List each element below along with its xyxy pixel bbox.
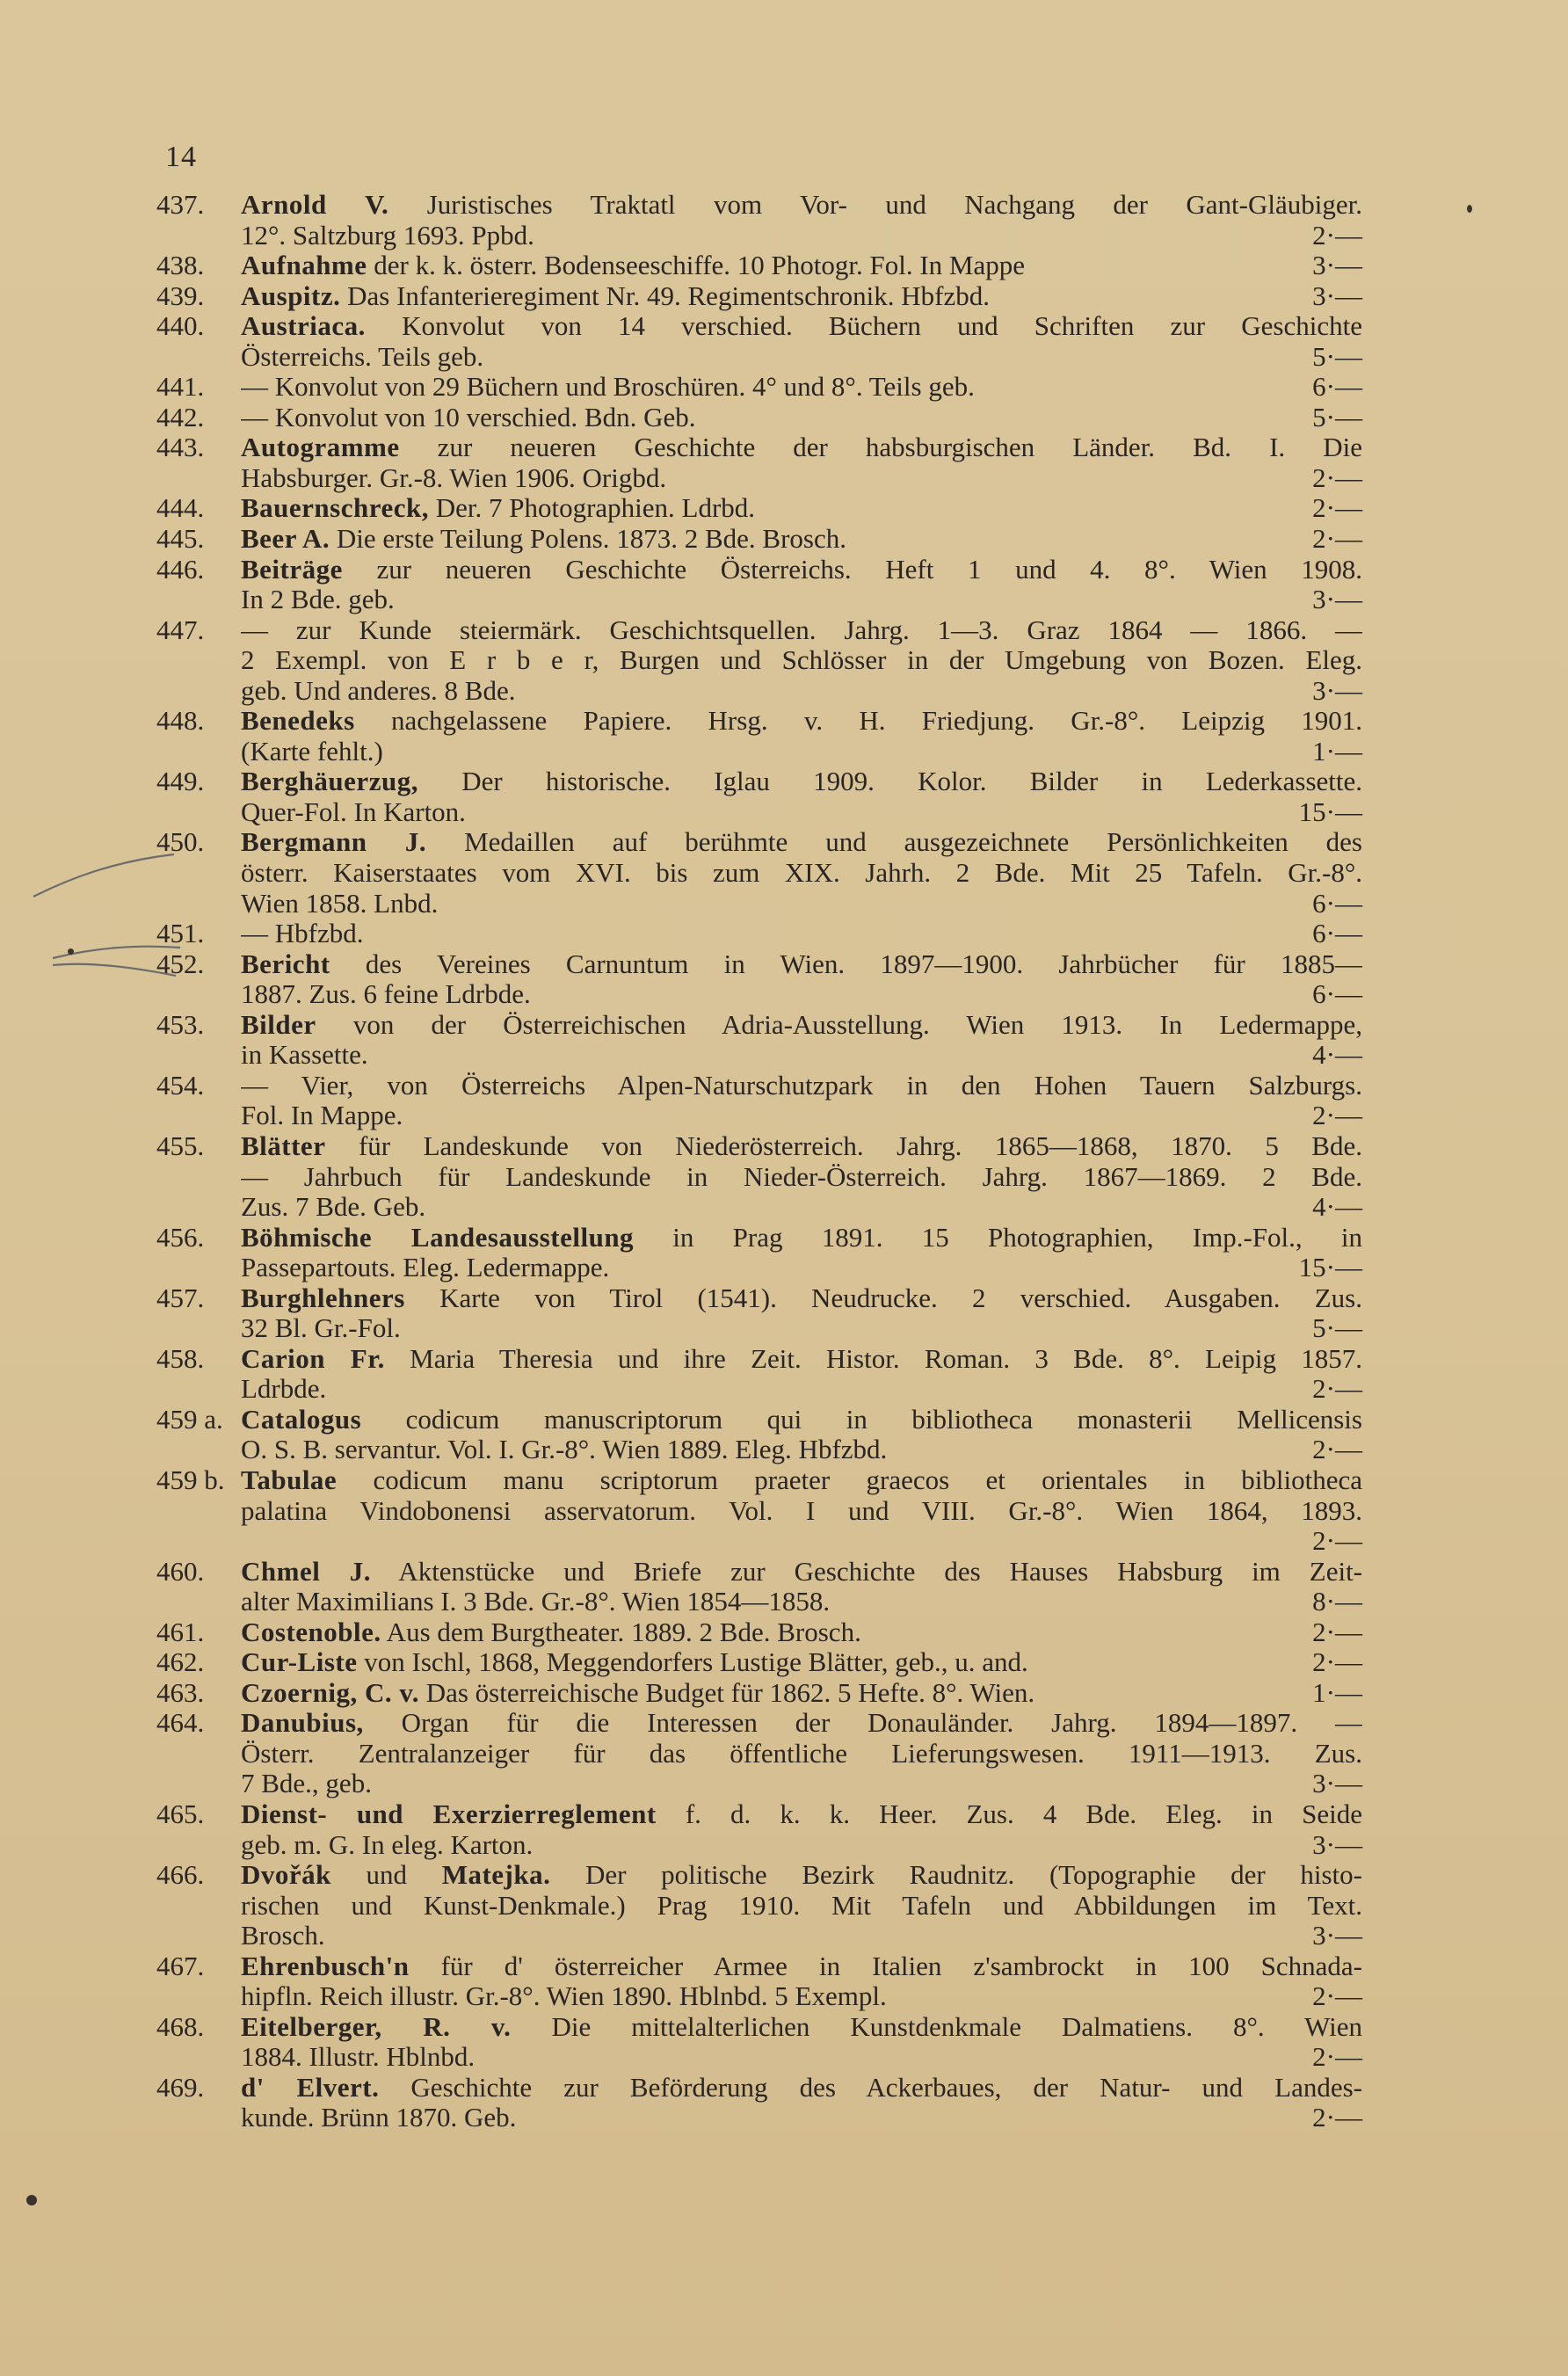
entry-number: 453. bbox=[156, 1008, 205, 1040]
entry-keyword: Böhmische Landesausstellung bbox=[241, 1222, 635, 1253]
entry-text: Auspitz. Das Infanterieregiment Nr. 49. Regimentschronik. Hbfzbd. bbox=[241, 280, 991, 311]
entry-text: Dienst- und Exerzierreglement f. d. k. k. Heer. Zus. 4 Bde. Eleg. in Seide bbox=[241, 1798, 1362, 1829]
entry-keyword: Burghlehners bbox=[241, 1282, 405, 1313]
catalog-entry bbox=[156, 767, 1362, 827]
entry-line bbox=[156, 1708, 1362, 1739]
entry-text: Passepartouts. Eleg. Ledermappe. bbox=[241, 1253, 610, 1283]
entry-line bbox=[156, 919, 1362, 949]
catalog-entry bbox=[156, 949, 1362, 1010]
entry-line bbox=[156, 1526, 1362, 1557]
entry-number: 459 b. bbox=[156, 1464, 225, 1495]
entry-price: 3·— bbox=[1312, 250, 1362, 281]
entry-line bbox=[156, 1131, 1362, 1162]
entry-number: 460. bbox=[156, 1555, 205, 1587]
catalog-entry bbox=[156, 190, 1362, 251]
entry-text: O. S. B. servantur. Vol. I. Gr.-8°. Wien 1889. Eleg. Hbfzbd. bbox=[241, 1435, 888, 1465]
entry-line bbox=[156, 858, 1362, 889]
entry-keyword: Dvořák bbox=[241, 1860, 331, 1891]
entry-line bbox=[156, 2012, 1362, 2043]
ink-dot bbox=[26, 2195, 37, 2205]
entry-price: 1·— bbox=[1312, 735, 1362, 767]
entry-price: 3·— bbox=[1312, 1768, 1362, 1799]
entry-line bbox=[156, 251, 1362, 281]
entry-text: Wien 1858. Lnbd. bbox=[241, 888, 439, 919]
entry-number: 452. bbox=[156, 948, 205, 979]
entry-text: Berghäuerzug, Der historische. Iglau 1909. Kolor. Bilder in Lederkassette. bbox=[241, 767, 1362, 797]
entry-keyword: Berghäuerzug, bbox=[241, 767, 418, 797]
entry-price: 2·— bbox=[1312, 523, 1362, 555]
entry-price: 2·— bbox=[1312, 492, 1362, 524]
entry-price: 5·— bbox=[1312, 340, 1362, 372]
entry-keyword: Aufnahme bbox=[241, 251, 367, 281]
entry-line bbox=[156, 1101, 1362, 1131]
catalog-entry bbox=[156, 919, 1362, 949]
entry-price: 2·— bbox=[1312, 2041, 1362, 2073]
entry-keyword: Carion Fr. bbox=[241, 1343, 385, 1374]
entry-keyword: Danubius, bbox=[241, 1708, 364, 1739]
entry-text: d' Elvert. Geschichte zur Beförderung des Ackerbaues, der Natur- und Landes- bbox=[241, 2072, 1362, 2103]
entry-keyword: Austriaca. bbox=[241, 311, 366, 342]
entry-line bbox=[156, 1617, 1362, 1648]
entry-text: palatina Vindobonensi asservatorum. Vol. I und VIII. Gr.-8°. Wien 1864, 1893. bbox=[241, 1495, 1362, 1526]
entry-text: 7 Bde., geb. bbox=[241, 1769, 372, 1799]
entry-text: Bauernschreck, Der. 7 Photographien. Ldrbd. bbox=[241, 493, 756, 524]
entry-price: 15·— bbox=[1298, 796, 1362, 827]
entry-line bbox=[156, 463, 1362, 494]
entry-number: 455. bbox=[156, 1130, 205, 1161]
entry-text: — Konvolut von 10 verschied. Bdn. Geb. bbox=[241, 402, 696, 432]
entry-line bbox=[156, 432, 1362, 463]
catalog-entry bbox=[156, 1223, 1362, 1283]
entry-line bbox=[156, 1951, 1362, 1982]
entry-text: Quer-Fol. In Karton. bbox=[241, 796, 466, 827]
entry-line bbox=[156, 1830, 1362, 1861]
catalog-entry bbox=[156, 1647, 1362, 1678]
entry-number: 446. bbox=[156, 553, 205, 585]
entry-line bbox=[156, 555, 1362, 585]
entry-line bbox=[156, 2103, 1362, 2133]
entry-line bbox=[156, 1435, 1362, 1465]
entry-price: 3·— bbox=[1312, 584, 1362, 615]
entry-line bbox=[156, 311, 1362, 342]
entry-text: Burghlehners Karte von Tirol (1541). Neudrucke. 2 verschied. Ausgaben. Zus. bbox=[241, 1282, 1362, 1313]
entry-price: 6·— bbox=[1312, 918, 1362, 949]
catalog-entry bbox=[156, 1010, 1362, 1071]
entry-text: in Kassette. bbox=[241, 1040, 368, 1071]
entry-keyword: Autogramme bbox=[241, 432, 400, 463]
entry-price: 5·— bbox=[1312, 1312, 1362, 1344]
entry-text: Beer A. Die erste Teilung Polens. 1873. 2 Bde. Brosch. bbox=[241, 524, 846, 555]
entry-number: 466. bbox=[156, 1859, 205, 1891]
catalog-entry bbox=[156, 524, 1362, 555]
entry-text: alter Maximilians I. 3 Bde. Gr.-8°. Wien 1854—1858. bbox=[241, 1587, 831, 1617]
entry-number: 439. bbox=[156, 280, 205, 311]
catalog-entry bbox=[156, 827, 1362, 919]
entry-text: hipfln. Reich illustr. Gr.-8°. Wien 1890. Hblnbd. 5 Exempl. bbox=[241, 1981, 887, 2012]
entry-line bbox=[156, 1647, 1362, 1678]
entry-number: 443. bbox=[156, 432, 205, 463]
entry-price: 2·— bbox=[1312, 1646, 1362, 1678]
entry-line bbox=[156, 1010, 1362, 1041]
entry-text: Costenoble. Aus dem Burgtheater. 1889. 2 Bde. Brosch. bbox=[241, 1617, 861, 1647]
catalog-entry bbox=[156, 1678, 1362, 1709]
entry-keyword: Benedeks bbox=[241, 706, 355, 737]
entry-text: Bilder von der Österreichischen Adria-Ausstellung. Wien 1913. In Ledermappe, bbox=[241, 1009, 1362, 1040]
entry-number: 457. bbox=[156, 1282, 205, 1313]
entry-line bbox=[156, 949, 1362, 980]
entry-line bbox=[156, 1860, 1362, 1891]
entry-price: 2·— bbox=[1312, 461, 1362, 493]
entry-price: 15·— bbox=[1298, 1252, 1362, 1283]
entry-text: 2 Exempl. von E r b e r, Burgen und Schlösser in der Umgebung von Bozen. Eleg. bbox=[241, 645, 1362, 676]
entry-text: Danubius, Organ für die Interessen der Donauländer. Jahrg. 1894—1897. — bbox=[241, 1708, 1362, 1739]
entry-text: Austriaca. Konvolut von 14 verschied. Büchern und Schriften zur Geschichte bbox=[241, 311, 1362, 342]
catalog-entry bbox=[156, 1131, 1362, 1223]
entry-keyword: Catalogus bbox=[241, 1404, 362, 1435]
entry-line bbox=[156, 1192, 1362, 1223]
entry-text: Fol. In Mappe. bbox=[241, 1101, 403, 1131]
entry-line bbox=[156, 1344, 1362, 1375]
entry-keyword: Auspitz. bbox=[241, 280, 341, 311]
entry-price: 2·— bbox=[1312, 1616, 1362, 1647]
entry-line bbox=[156, 1465, 1362, 1496]
entry-line bbox=[156, 1921, 1362, 1951]
entry-text: Catalogus codicum manuscriptorum qui in bibliotheca monasterii Mellicensis bbox=[241, 1404, 1362, 1435]
entry-line bbox=[156, 1283, 1362, 1314]
entry-number: 456. bbox=[156, 1221, 205, 1253]
entry-text: Cur-Liste von Ischl, 1868, Meggendorfers Lustige Blätter, geb., u. and. bbox=[241, 1647, 1028, 1678]
entry-line bbox=[156, 190, 1362, 221]
entry-text: Benedeks nachgelassene Papiere. Hrsg. v. H. Friedjung. Gr.-8°. Leipzig 1901. bbox=[241, 706, 1362, 737]
entry-line bbox=[156, 1678, 1362, 1709]
catalog-entry bbox=[156, 1344, 1362, 1405]
entry-text: 32 Bl. Gr.-Fol. bbox=[241, 1313, 401, 1344]
catalog-entry bbox=[156, 281, 1362, 312]
entry-number: 461. bbox=[156, 1616, 205, 1647]
entry-price: 3·— bbox=[1312, 1828, 1362, 1860]
entry-number: 440. bbox=[156, 310, 205, 342]
entry-line bbox=[156, 1739, 1362, 1769]
catalog-entry bbox=[156, 2012, 1362, 2073]
entry-text: 1887. Zus. 6 feine Ldrbde. bbox=[241, 979, 531, 1010]
entry-number: 438. bbox=[156, 250, 205, 281]
entry-price: 2·— bbox=[1312, 1434, 1362, 1465]
entry-keyword: Bericht bbox=[241, 948, 330, 979]
entry-price: 2·— bbox=[1312, 219, 1362, 251]
entry-number: 449. bbox=[156, 766, 205, 797]
entry-price: 4·— bbox=[1312, 1039, 1362, 1071]
entry-text: Beiträge zur neueren Geschichte Österreichs. Heft 1 und 4. 8°. Wien 1908. bbox=[241, 554, 1362, 585]
entry-text: 1884. Illustr. Hblnbd. bbox=[241, 2042, 475, 2073]
entry-text: geb. m. G. In eleg. Karton. bbox=[241, 1829, 534, 1860]
catalog-entry bbox=[156, 251, 1362, 281]
entry-price: 3·— bbox=[1312, 1920, 1362, 1951]
entry-text: Carion Fr. Maria Theresia und ihre Zeit. Histor. Roman. 3 Bde. 8°. Leipig 1857. bbox=[241, 1343, 1362, 1374]
entry-keyword: Eitelberger, R. v. bbox=[241, 2011, 512, 2042]
entry-number: 454. bbox=[156, 1069, 205, 1101]
entry-line bbox=[156, 1313, 1362, 1344]
entry-text: Ehrenbusch'n für d' österreicher Armee in Italien z'sambrockt in 100 Schnada- bbox=[241, 1951, 1362, 1981]
entry-keyword: d' Elvert. bbox=[241, 2072, 380, 2103]
entry-number: 468. bbox=[156, 2010, 205, 2042]
entry-keyword: Arnold V. bbox=[241, 190, 389, 220]
entry-line bbox=[156, 1496, 1362, 1527]
entry-line bbox=[156, 1405, 1362, 1435]
entry-text: — Hbfzbd. bbox=[241, 919, 364, 949]
entry-number: 441. bbox=[156, 371, 205, 403]
entry-price: 1·— bbox=[1312, 1676, 1362, 1708]
entry-line bbox=[156, 1223, 1362, 1253]
entry-line bbox=[156, 1071, 1362, 1101]
entry-line bbox=[156, 645, 1362, 676]
catalog-entry bbox=[156, 1283, 1362, 1344]
entry-line bbox=[156, 979, 1362, 1010]
ink-dot bbox=[1467, 205, 1472, 213]
entry-number: 459 a. bbox=[156, 1403, 223, 1435]
entry-keyword: Cur-Liste bbox=[241, 1647, 358, 1678]
entry-number: 437. bbox=[156, 189, 205, 220]
entry-text: — zur Kunde steiermärk. Geschichtsquellen. Jahrg. 1—3. Graz 1864 — 1866. — bbox=[241, 614, 1362, 645]
entry-line bbox=[156, 1769, 1362, 1799]
entry-price: 8·— bbox=[1312, 1586, 1362, 1617]
entry-text: Böhmische Landesausstellung in Prag 1891. 15 Photographien, Imp.-Fol., in bbox=[241, 1222, 1362, 1253]
entry-text: Tabulae codicum manu scriptorum praeter graecos et orientales in bibliotheca bbox=[241, 1464, 1362, 1495]
entry-number: 444. bbox=[156, 492, 205, 524]
entry-text: rischen und Kunst-Denkmale.) Prag 1910. Mit Tafeln und Abbildungen im Text. bbox=[241, 1890, 1362, 1921]
entry-number: 445. bbox=[156, 523, 205, 555]
catalog-entry bbox=[156, 706, 1362, 767]
catalog-entry bbox=[156, 615, 1362, 707]
entry-line bbox=[156, 767, 1362, 797]
catalog-entry bbox=[156, 311, 1362, 372]
entry-line bbox=[156, 2042, 1362, 2073]
catalog-entry bbox=[156, 1465, 1362, 1557]
entry-keyword: Bauernschreck, bbox=[241, 493, 429, 524]
entry-keyword: Beiträge bbox=[241, 554, 343, 585]
entry-line bbox=[156, 281, 1362, 312]
entry-line bbox=[156, 889, 1362, 919]
entry-price: 6·— bbox=[1312, 887, 1362, 919]
entry-number: 464. bbox=[156, 1707, 205, 1739]
entry-text: — Vier, von Österreichs Alpen-Naturschutzpark in den Hohen Tauern Salzburgs. bbox=[241, 1070, 1362, 1101]
entry-text: Österr. Zentralanzeiger für das öffentliche Lieferungswesen. 1911—1913. Zus. bbox=[241, 1738, 1362, 1769]
entry-text: Bericht des Vereines Carnuntum in Wien. 1897—1900. Jahrbücher für 1885— bbox=[241, 948, 1362, 979]
entry-number: 451. bbox=[156, 918, 205, 949]
ink-dot bbox=[68, 948, 74, 955]
entry-keyword: Beer A. bbox=[241, 524, 330, 555]
entry-text: Aufnahme der k. k. österr. Bodenseeschiffe. 10 Photogr. Fol. In Mappe bbox=[241, 251, 1025, 281]
entry-line bbox=[156, 737, 1362, 767]
entry-line bbox=[156, 706, 1362, 737]
entry-keyword: Dienst- und Exerzierreglement bbox=[241, 1798, 657, 1829]
entry-price: 3·— bbox=[1312, 674, 1362, 706]
entry-number: 465. bbox=[156, 1798, 205, 1829]
entry-line bbox=[156, 1162, 1362, 1193]
entry-text: (Karte fehlt.) bbox=[241, 736, 383, 767]
entry-price: 6·— bbox=[1312, 371, 1362, 403]
entry-text: 12°. Saltzburg 1693. Ppbd. bbox=[241, 220, 534, 251]
entry-line bbox=[156, 615, 1362, 646]
entry-line bbox=[156, 585, 1362, 615]
entry-line bbox=[156, 2073, 1362, 2104]
entry-line bbox=[156, 797, 1362, 828]
entry-line bbox=[156, 1253, 1362, 1283]
entry-price: 3·— bbox=[1312, 280, 1362, 311]
entry-number: 450. bbox=[156, 826, 205, 858]
catalog-entry bbox=[156, 1071, 1362, 1131]
entry-line bbox=[156, 676, 1362, 707]
entry-text: In 2 Bde. geb. bbox=[241, 585, 395, 615]
entry-text: Brosch. bbox=[241, 1921, 325, 1951]
entry-line bbox=[156, 342, 1362, 373]
entry-number: 467. bbox=[156, 1950, 205, 1981]
catalog-entry bbox=[156, 1708, 1362, 1799]
entry-keyword: Matejka. bbox=[441, 1860, 551, 1891]
entry-line bbox=[156, 493, 1362, 524]
catalog-entry bbox=[156, 432, 1362, 493]
entry-line bbox=[156, 1587, 1362, 1617]
entry-text: Dvořák und Matejka. Der politische Bezirk Raudnitz. (Topographie der histo- bbox=[241, 1860, 1362, 1891]
entry-text: — Konvolut von 29 Büchern und Broschüren. 4° und 8°. Teils geb. bbox=[241, 372, 975, 403]
entry-keyword: Czoernig, C. v. bbox=[241, 1677, 419, 1708]
entry-text: Eitelberger, R. v. Die mittelalterlichen Kunstdenkmale Dalmatiens. 8°. Wien bbox=[241, 2011, 1362, 2042]
entry-line bbox=[156, 1040, 1362, 1071]
catalog-listing bbox=[156, 190, 1362, 2133]
entry-price: 6·— bbox=[1312, 978, 1362, 1010]
entry-price: 2·— bbox=[1312, 1100, 1362, 1131]
entry-text: Czoernig, C. v. Das österreichische Budget für 1862. 5 Hefte. 8°. Wien. bbox=[241, 1677, 1035, 1708]
entry-number: 442. bbox=[156, 401, 205, 432]
catalog-entry bbox=[156, 1951, 1362, 2012]
entry-keyword: Costenoble. bbox=[241, 1617, 381, 1647]
entry-text: Zus. 7 Bde. Geb. bbox=[241, 1192, 426, 1223]
entry-keyword: Chmel J. bbox=[241, 1556, 372, 1587]
catalog-entry bbox=[156, 493, 1362, 524]
entry-price: 2·— bbox=[1312, 1373, 1362, 1405]
entry-text: kunde. Brünn 1870. Geb. bbox=[241, 2103, 517, 2133]
entry-number: 463. bbox=[156, 1676, 205, 1708]
entry-line bbox=[156, 221, 1362, 251]
entry-line bbox=[156, 1799, 1362, 1830]
entry-text: Chmel J. Aktenstücke und Briefe zur Geschichte des Hauses Habsburg im Zeit- bbox=[241, 1556, 1362, 1587]
entry-number: 462. bbox=[156, 1646, 205, 1678]
entry-price: 4·— bbox=[1312, 1191, 1362, 1223]
entry-line bbox=[156, 372, 1362, 403]
entry-keyword: Blätter bbox=[241, 1130, 326, 1161]
entry-text: österr. Kaiserstaates vom XVI. bis zum XIX. Jahrh. 2 Bde. Mit 25 Tafeln. Gr.-8°. bbox=[241, 858, 1362, 889]
entry-keyword: Tabulae bbox=[241, 1464, 338, 1495]
catalog-entry bbox=[156, 2073, 1362, 2133]
entry-keyword: Bergmann J. bbox=[241, 827, 427, 858]
catalog-entry bbox=[156, 1557, 1362, 1617]
catalog-entry bbox=[156, 1405, 1362, 1465]
entry-number: 458. bbox=[156, 1342, 205, 1374]
page-number: 14 bbox=[165, 141, 197, 173]
entry-text: Ldrbde. bbox=[241, 1374, 327, 1405]
entry-price: 2·— bbox=[1312, 1525, 1362, 1557]
entry-line bbox=[156, 1981, 1362, 2012]
entry-line bbox=[156, 827, 1362, 858]
entry-keyword: Ehrenbusch'n bbox=[241, 1951, 410, 1981]
entry-text: Blätter für Landeskunde von Niederösterreich. Jahrg. 1865—1868, 1870. 5 Bde. bbox=[241, 1130, 1362, 1161]
entry-line bbox=[156, 524, 1362, 555]
catalog-entry bbox=[156, 1617, 1362, 1648]
entry-line bbox=[156, 403, 1362, 433]
entry-text: Bergmann J. Medaillen auf berühmte und ausgezeichnete Persönlichkeiten des bbox=[241, 827, 1362, 858]
entry-price: 2·— bbox=[1312, 2102, 1362, 2133]
entry-line bbox=[156, 1891, 1362, 1922]
entry-text: Habsburger. Gr.-8. Wien 1906. Origbd. bbox=[241, 462, 667, 493]
entry-price: 2·— bbox=[1312, 1980, 1362, 2012]
catalog-entry bbox=[156, 372, 1362, 403]
entry-text: Österreichs. Teils geb. bbox=[241, 341, 484, 372]
catalog-entry bbox=[156, 1860, 1362, 1951]
entry-text: Autogramme zur neueren Geschichte der habsburgischen Länder. Bd. I. Die bbox=[241, 432, 1362, 463]
entry-text: — Jahrbuch für Landeskunde in Nieder-Österreich. Jahrg. 1867—1869. 2 Bde. bbox=[241, 1161, 1362, 1192]
entry-price: 5·— bbox=[1312, 401, 1362, 432]
catalog-entry bbox=[156, 555, 1362, 615]
entry-text: geb. Und anderes. 8 Bde. bbox=[241, 675, 516, 706]
entry-line bbox=[156, 1557, 1362, 1588]
entry-number: 448. bbox=[156, 705, 205, 737]
entry-number: 469. bbox=[156, 2071, 205, 2103]
entry-line bbox=[156, 1374, 1362, 1405]
catalog-entry bbox=[156, 403, 1362, 433]
catalog-entry bbox=[156, 1799, 1362, 1860]
entry-text: Arnold V. Juristisches Traktatl vom Vor- und Nachgang der Gant-Gläubiger. bbox=[241, 190, 1362, 220]
entry-keyword: Bilder bbox=[241, 1009, 316, 1040]
entry-number: 447. bbox=[156, 614, 205, 645]
